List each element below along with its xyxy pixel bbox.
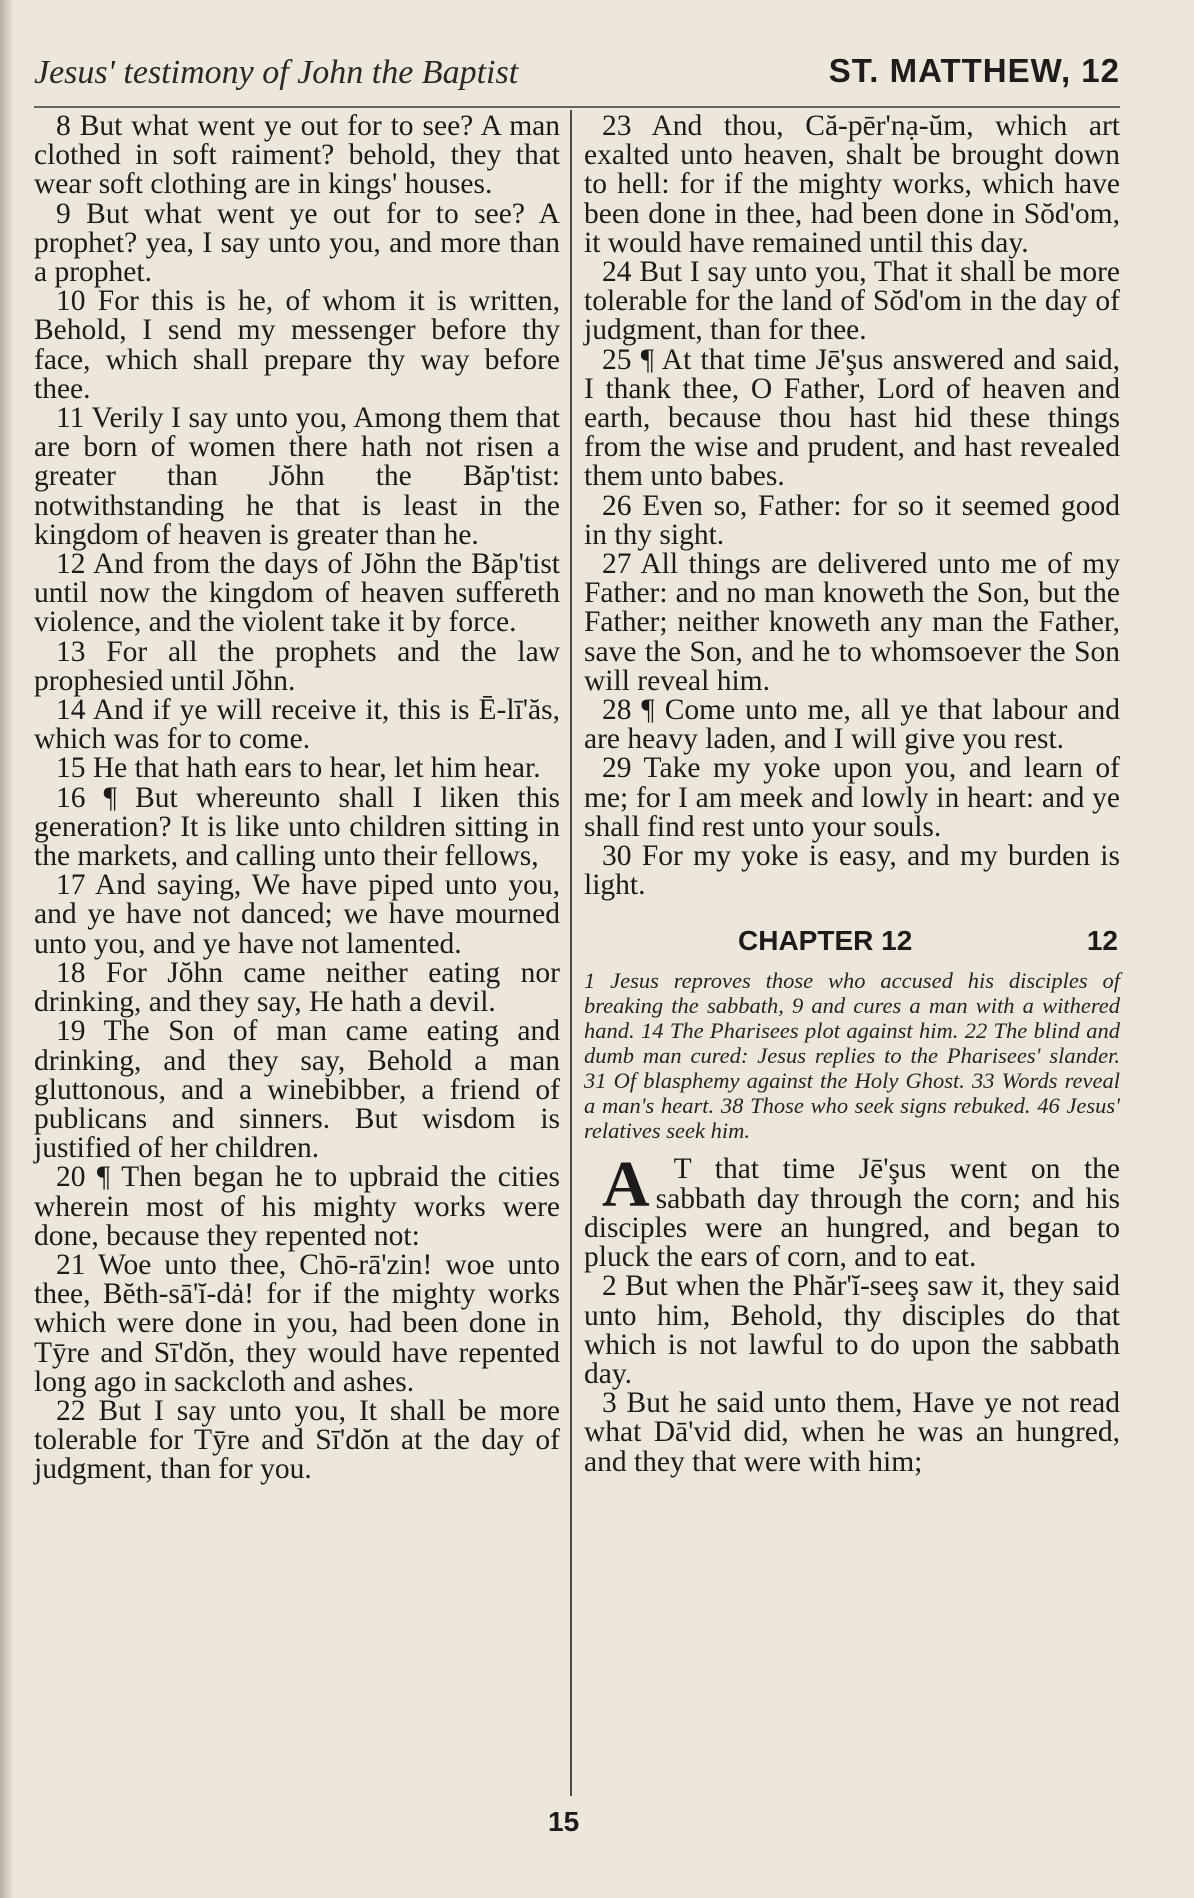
verse: 23 And thou, Că-pēr'nạ-ŭm, which art exalted unto heaven, shalt be brought down to hell: for if the mighty works, which have been done in thee, had been done in Sŏd'om, it would have remained until this day. — [584, 110, 1120, 259]
chapter-title: CHAPTER 12 — [738, 925, 913, 957]
verse: 20 ¶ Then began he to upbraid the cities wherein most of his mighty works were done, because they repented not: — [34, 1161, 560, 1252]
verse: 12 And from the days of Jŏhn the Băp'tist until now the kingdom of heaven suffereth violence, and the violent take it by force. — [34, 548, 560, 639]
verse: 14 And if ye will receive it, this is Ē-lī'ăs, which was for to come. — [34, 694, 560, 756]
drop-cap: A — [602, 1148, 650, 1222]
right-column — [584, 112, 1120, 1477]
verse: 2 But when the Phăr'ĭ-seeş saw it, they said unto him, Behold, thy disciples do that which is not lawful to do upon the sabbath day. — [584, 1270, 1120, 1390]
first-verse-text: T that time Jē'şus went on the sabbath day through the corn; and his disciples were an hungred, and began to pluck the ears of corn, and to eat. — [584, 1153, 1120, 1274]
verse: 8 But what went ye out for to see? A man clothed in soft raiment? behold, they that wear soft clothing are in kings' houses. — [34, 110, 560, 201]
running-head-left: Jesus' testimony of John the Baptist — [34, 54, 519, 91]
verse: 19 The Son of man came eating and drinking, and they say, Behold a man gluttonous, and a winebibber, a friend of publicans and sinners. But wisdom is justified of her children. — [34, 1015, 560, 1165]
verse: 3 But he said unto them, Have ye not read what Dā'vid did, when he was an hungred, and they that were with him; — [584, 1387, 1120, 1478]
verse: 18 For Jŏhn came neither eating nor drinking, and they say, He hath a devil. — [34, 956, 560, 1019]
verse: 10 For this is he, of whom it is written, Behold, I send my messenger before thy face, which shall prepare thy way before thee. — [34, 285, 560, 405]
verse: 15 He that hath ears to hear, let him hear. — [56, 752, 541, 785]
first-verse — [584, 1148, 1120, 1274]
verse: 9 But what went ye out for to see? A prophet? yea, I say unto you, and more than a prophet. — [34, 197, 560, 289]
column-divider — [570, 110, 572, 1796]
verse: 13 For all the prophets and the law prophesied until Jŏhn. — [34, 635, 560, 697]
verse: 21 Woe unto thee, Chō-rā'zin! woe unto thee, Bĕth-sā'ĭ-dȧ! for if the mighty works which were done in you, had been done in Tȳre and Sī'dŏn, they would have repented long ago in sackcloth and ashes. — [34, 1248, 560, 1398]
chapter-number: 12 — [1086, 925, 1118, 957]
running-head-right: ST. MATTHEW, 12 — [828, 52, 1120, 89]
page-number: 15 — [548, 1806, 580, 1837]
verse: 30 For my yoke is easy, and my burden is light. — [584, 840, 1120, 902]
verse: 24 But I say unto you, That it shall be more tolerable for the land of Sŏd'om in the day of judgment, than for thee. — [584, 256, 1120, 347]
verse: 25 ¶ At that time Jē'şus answered and said, I thank thee, O Father, Lord of heaven and earth, because thou hast hid these things from the wise and prudent, and hast revealed them unto babes. — [584, 343, 1120, 493]
verse: 27 All things are delivered unto me of my Father: and no man knoweth the Son, but the Father; neither knoweth any man the Father, save the Son, and he to whomsoever the Son will reveal him. — [584, 548, 1120, 697]
left-column — [34, 112, 560, 1485]
running-head — [34, 50, 1120, 102]
header-rule — [34, 106, 1120, 108]
chapter-summary: 1 Jesus reproves those who accused his disciples of breaking the sabbath, 9 and cures a man with a withered hand. 14 The Pharisees plot against him. 22 The blind and dumb man cured: Jesus replies to the Pharisees' slander. 31 Of blasphemy against the Holy Ghost. 33 Words reveal a man's heart. 38 Those who seek signs rebuked. 46 Jesus' relatives seek him. — [584, 968, 1120, 1144]
verse: 29 Take my yoke upon you, and learn of me; for I am meek and lowly in heart: and ye shall find rest unto your souls. — [584, 752, 1120, 843]
spine-shadow — [0, 0, 14, 1898]
verse: 16 ¶ But whereunto shall I liken this generation? It is like unto children sitting in the markets, and calling unto their fellows, — [34, 781, 560, 873]
verse: 28 ¶ Come unto me, all ye that labour and are heavy laden, and I will give you rest. — [584, 694, 1120, 756]
chapter-heading — [584, 924, 1120, 964]
verse: 22 But I say unto you, It shall be more tolerable for Tȳre and Sī'dŏn at the day of judgment, than for you. — [34, 1394, 560, 1486]
verse: 26 Even so, Father: for so it seemed good in thy sight. — [584, 489, 1120, 551]
verse: 17 And saying, We have piped unto you, and ye have not danced; we have mourned unto you, and ye have not lamented. — [34, 869, 560, 960]
verse: 11 Verily I say unto you, Among them that are born of women there hath not risen a greater than Jŏhn the Băp'tist: notwithstanding he that is least in the kingdom of heaven is greater than he. — [34, 402, 560, 551]
